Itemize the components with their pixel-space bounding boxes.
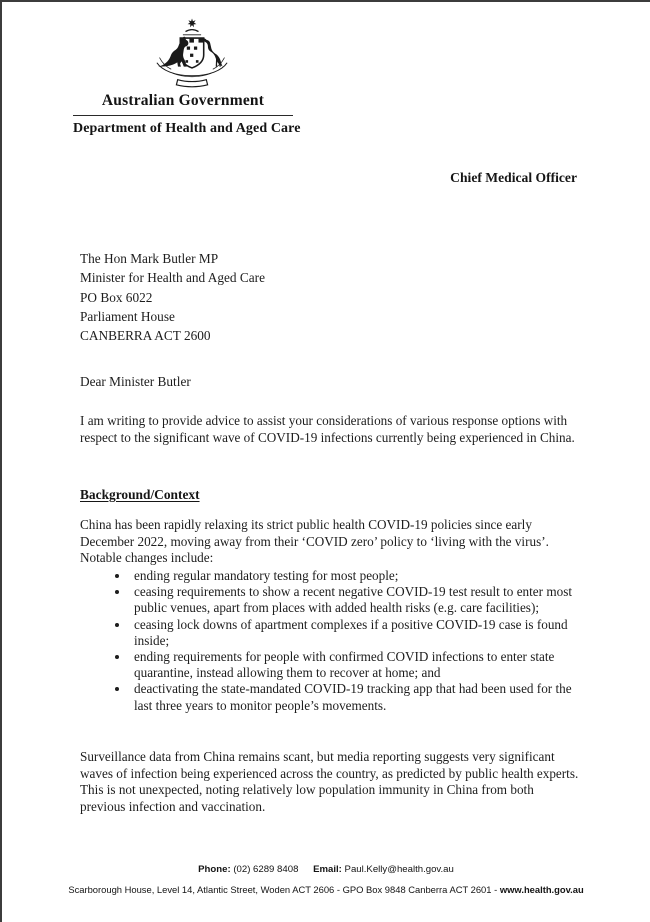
context-paragraph: China has been rapidly relaxing its strict public health COVID-19 policies since early December 2022, moving away from their ‘COVID zero’ policy to ‘living with the virus’. Notable changes include: <box>80 517 549 566</box>
list-item: • deactivating the state-mandated COVID-19 tracking app that had been used for the last three years to monitor people’s movements. <box>130 681 584 713</box>
recipient-po-box: PO Box 6022 <box>80 289 153 305</box>
email-value: Paul.Kelly@health.gov.au <box>344 864 454 875</box>
page-footer <box>2 864 650 895</box>
org-name: Australian Government <box>73 92 293 116</box>
salutation: Dear Minister Butler <box>80 374 191 389</box>
recipient-address-block <box>80 249 265 345</box>
policy-changes-list <box>80 568 584 714</box>
list-item: • ending regular mandatory testing for most people; <box>130 568 584 584</box>
website: www.health.gov.au <box>499 884 584 895</box>
footer-contact-line <box>2 864 650 875</box>
intro-paragraph: I am writing to provide advice to assist your considerations of various response options with respect to the significant wave of COVID-19 infections currently being experienced in China. <box>80 413 575 445</box>
phone-value: (02) 6289 8408 <box>233 864 299 875</box>
commonwealth-star-icon <box>188 19 197 28</box>
scroll-banner-icon <box>176 80 207 87</box>
list-item: • ending requirements for people with confirmed COVID infections to enter state quarantine, instead allowing them to recover at home; and <box>130 649 584 681</box>
office-title: Chief Medical Officer <box>450 170 577 185</box>
footer-address-line <box>2 884 650 895</box>
phone-label: Phone: <box>198 864 231 875</box>
recipient-name: The Hon Mark Butler MP <box>80 251 219 266</box>
email-label: Email: <box>313 864 342 875</box>
recipient-city: CANBERRA ACT 2600 <box>80 328 211 344</box>
postal-address: Scarborough House, Level 14, Atlantic Street, Woden ACT 2606 - GPO Box 9848 Canberra ACT 2601 - <box>68 884 500 895</box>
department-name: Department of Health and Aged Care <box>73 121 301 136</box>
recipient-building: Parliament House <box>80 308 175 324</box>
section-heading: Background/Context <box>80 487 200 502</box>
list-item: • ceasing requirements to show a recent negative COVID-19 test result to enter most public venues, apart from places with added health risks (e.g. care facilities); <box>130 584 584 616</box>
australian-coat-of-arms-icon <box>153 14 231 92</box>
surveillance-paragraph: Surveillance data from China remains scant, but media reporting suggests very significant waves of infection being experienced across the country, as predicted by public health experts. This is not unexpected, noting relatively low population immunity in China from both previous infection and vaccination. <box>80 749 579 814</box>
list-item: • ceasing lock downs of apartment complexes if a positive COVID-19 case is found inside; <box>130 617 584 649</box>
masthead <box>73 14 301 137</box>
recipient-role: Minister for Health and Aged Care <box>80 270 265 286</box>
